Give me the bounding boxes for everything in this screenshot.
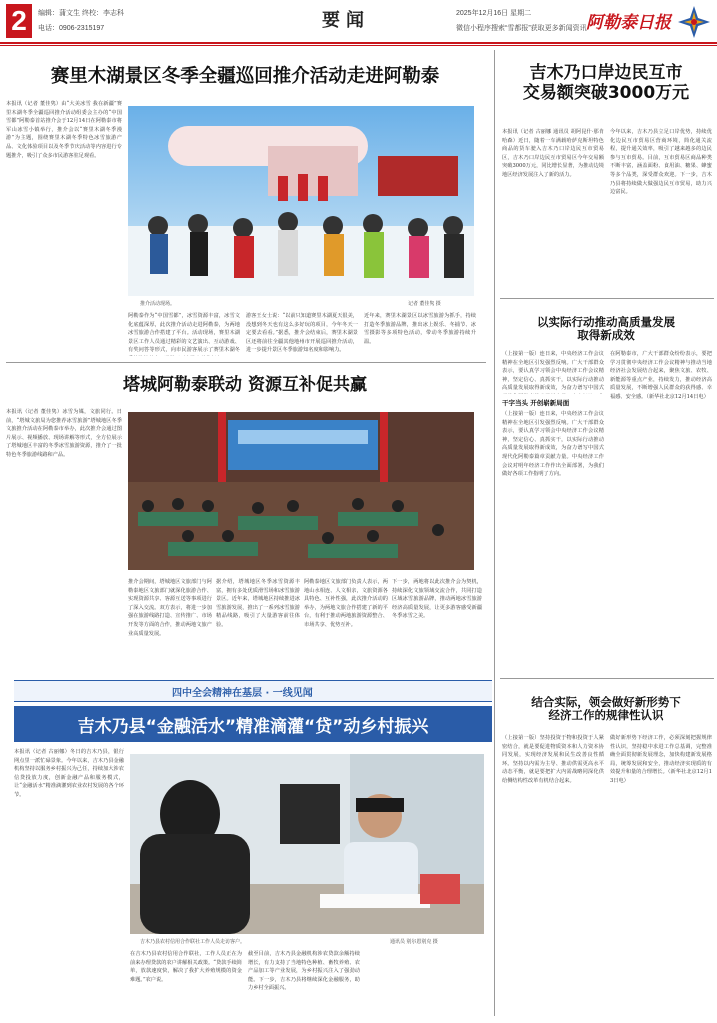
wechat-line: 微信小程序搜索“雪都报”获取更多新闻资讯 (456, 25, 587, 32)
culture-col-4: 阿勒泰地区文旅部门负责人表示，两地山水相连、人文相亲，文旅资源各具特色、互补性强，此次推介活动的举办，为两地文旅合作搭建了新的平台，有利于推动两地旅游资源整合、市场共享、优势互补。 (304, 579, 388, 628)
date-info (456, 6, 587, 36)
quality-col-1a: （上接第一版）连日来，中央经济工作会议精神在全地区引发强烈反响。广大干部群众表示，要认真学习领会中央经济工作会议精神，坚定信心、真抓实干，以实际行动推动高质量发展取得新成效，为奋力谱写中国式 (502, 351, 604, 392)
newspaper-logo: 阿勒泰日报 (586, 13, 671, 33)
quality-col-2: 在阿勒泰市，广大干部群众纷纷表示，要把学习贯彻中央经济工作会议精神与推动当地经济社会发展结合起来，聚焦文旅、农牧、新能源等重点产业，持续发力，推动经济高质量发展，不断增强人民群众的获得感、幸福感、安全感。（新华社北京12月14日电） (610, 351, 712, 400)
finance-col-3: 截至目前，吉木乃县金融机构涉农贷款余额持续增长，有力支持了当地特色种植、畜牧养殖、农产品加工等产业发展，为乡村振兴注入了强劲动能。下一步，吉木乃县将继续深化金融服务，助力乡村全面振兴。 (248, 951, 360, 992)
headline-finance: 吉木乃县“金融活水”精准滴灌“贷”动乡村振兴 (14, 706, 492, 742)
headline-quality (500, 316, 712, 342)
headline-port-line1: 吉木乃口岸边民互市 (529, 63, 683, 83)
editor-info (38, 6, 124, 36)
section-title: 要闻 (322, 10, 370, 31)
finance-photo (130, 754, 484, 934)
port-col-2: 今年以来，吉木乃县立足口岸优势，持续优化边民互市贸易区营商环境，简化通关流程，提升通关效率，吸引了越来越多的边民参与互市贸易。目前，互市贸易区商品种类不断丰富，涵盖面粉、食用油、糖果、蜂蜜等多个品类，深受群众欢迎。下一步，吉木乃县将持续做大做强边民互市贸易，助力兴边富民。 (610, 129, 712, 196)
finance-credit: 通讯员 别尔恩别克 摄 (390, 939, 438, 945)
headline-skiing: 赛里木湖景区冬季全疆巡回推介活动走进阿勒泰 (50, 66, 440, 87)
snowflake-emblem-icon (676, 4, 712, 40)
header-rule (0, 42, 717, 44)
editor-line: 编辑：蒲文生 终校：李志科 (38, 10, 124, 17)
culture-col-3: 据介绍，塔城地区冬季冰雪资源丰富，拥有多处优质滑雪场和冰雪旅游景区。近年来，塔城地区持续推进冰雪旅游发展，推出了一系列冰雪旅游精品线路，吸引了大量游客前往体验。 (216, 579, 300, 628)
skiing-col-3: 游客王女士说：“以前只知道赛里木湖夏天很美，没想到冬天也有这么多好玩的项目，今年冬天一定要去看看。”据悉，推介会结束后，赛里木湖景区还将前往全疆其他地州市开展巡回推介活动，进一步提升景区冬季旅游知名度和影响力。 (246, 313, 358, 354)
finance-col-2: 在吉木乃县农村信用合作联社，工作人员正在为前来办理贷款的农户讲解相关政策。“贷款手续简单，放款速度快，解决了我扩大养殖规模的资金难题。”农户说。 (130, 951, 242, 983)
divider (500, 678, 714, 679)
culture-photo (128, 412, 474, 570)
feature-banner-text: 四中全会精神在基层 · 一线见闻 (172, 688, 313, 699)
quality-subheading: 干字当头 开创崭新局面 (502, 399, 570, 407)
economy-col-1: （上接第一版）坚持投资于物和投资于人紧密结合，就是要促进物质资本和人力资本协同发展，实现经济发展和民生改善良性循环。坚持以内需为主导、推动供需更高水平动态平衡，就是要把扩大内需战略同深化供给侧结构性改革有机结合起来。 (502, 735, 604, 784)
headline-economy-line1: 结合实际，领会做好新形势下 (531, 695, 681, 709)
skiing-col-1: 本报讯（记者 董佳隽）由“大美冰雪 我在新疆”赛里木湖冬季全疆巡回推介活动组委会主办的“中国雪都”阿勒泰首站推介会于12月14日在阿勒泰市将军山冰雪小镇举行，推介会以“赛里木湖冬季漫游”为主题，围绕赛里木湖冬季特色冰雪旅游产品、文化体验项目以及冬季节庆活动等内容进行专题推介，吸引了众多市民游客驻足观看。 (6, 101, 122, 159)
skiing-photo (128, 106, 474, 296)
divider (500, 298, 714, 299)
headline-economy-line2: 经济工作的规律性认识 (548, 708, 664, 723)
skiing-col-2: 阿勒泰作为“中国雪都”，冰雪资源丰富，冰雪文化底蕴深厚，此次推介活动走进阿勒泰，为两地冰雪旅游合作搭建了平台。活动现场，赛里木湖景区工作人员通过精彩的文艺演出、互动游戏、有奖问答等形式，向市民游客展示了赛里木湖冬 (128, 313, 240, 354)
finance-caption: 吉木乃县农村信用合作联社工作人员走访客户。 (140, 939, 246, 945)
header-rule-thin (0, 45, 717, 46)
culture-col-2: 推介会期间，塔城地区文旅部门与阿勒泰地区文旅部门就深化旅游合作、实现资源共享、客源互送等事项进行了深入交流。双方表示，将进一步加强在旅游线路打造、宣传推广、市场开发等方面的合作，推动两地文旅产业高质量发展。 (128, 579, 212, 637)
headline-quality-line1: 以实际行动推动高质量发展 (537, 315, 675, 329)
quality-col-1b: （上接第一版）连日来，中央经济工作会议精神在全地区引发强烈反响。广大干部群众表示，要认真学习领会中央经济工作会议精神，坚定信心、真抓实干，以实际行动推动高质量发展取得新成效，为奋力谱写中国式现代化阿勒泰篇章贡献力量。中央经济工作会议对明年经济工作作出全面部署，为我们做好各项工作指明了方向。 (502, 411, 604, 478)
port-col-1: 本报讯（记者 古丽娜 通讯员 胡阿昆什·那肯哈森）近日，随着一车满载哈萨克斯坦特色商品的货车驶入吉木乃口岸边民互市贸易区，吉木乃口岸边民互市贸易区今年交易额突破3000万元，同比增长显著，为推动边境地区经济发展注入了新的活力。 (502, 129, 604, 178)
headline-quality-line2: 取得新成效 (577, 328, 635, 343)
headline-port (500, 64, 712, 103)
divider (6, 362, 486, 363)
skiing-caption: 推介活动现场。 (140, 301, 176, 307)
headline-port-line2: 交易额突破3000万元 (522, 82, 690, 103)
headline-culture: 塔城阿勒泰联动 资源互补促共赢 (123, 375, 367, 395)
economy-col-2: 做好新形势下经济工作，必须深刻把握规律性认识，坚持稳中求进工作总基调，完整准确全面贯彻新发展理念，加快构建新发展格局，统筹发展和安全，推动经济实现质的有效提升和量的合理增长。（新华社北京12月13日电） (610, 735, 712, 784)
finance-col-1: 本报讯（记者 古丽娜）冬日的吉木乃县，银行网点里一派忙碌景象。今年以来，吉木乃县金融机构坚持以服务乡村振兴为己任，持续加大涉农信贷投放力度，创新金融产品和服务模式，让“金融活水”精准滴灌到农业农村发展的各个环节。 (14, 749, 124, 798)
phone-line: 电话：0906-2315197 (38, 25, 105, 32)
culture-col-5: 下一步，两地将以此次推介会为契机，持续深化文旅领域交流合作，共同打造区域冰雪旅游品牌，推动两地冰雪旅游经济高质量发展，让更多游客感受新疆冬季冰雪之美。 (392, 579, 482, 620)
column-divider (494, 50, 495, 1016)
date-line: 2025年12月16日 星期二 (456, 10, 532, 17)
page-number: 2 (6, 4, 32, 38)
culture-col-1: 本报讯（记者 董佳隽）冰雪为媒，文旅同行。日前，“塔城文旅局为您推荐冰雪旅游”塔城地区冬季文旅推介活动在阿勒泰市举办，此次推介会通过图片展示、视频播放、现场讲解等形式，全方位展示了塔城地区丰富的冬季冰雪旅游资源，推介了一批特色冬季旅游线路和产品。 (6, 409, 122, 458)
skiing-credit: 记者 董佳隽 摄 (408, 301, 441, 307)
headline-economy (500, 696, 712, 722)
skiing-col-4: 近年来，赛里木湖景区以冰雪旅游为抓手，持续打造冬季旅游品牌，推出冰上娱乐、冬捕节、冰雪摄影等多项特色活动，带动冬季旅游持续升温。 (364, 313, 476, 345)
